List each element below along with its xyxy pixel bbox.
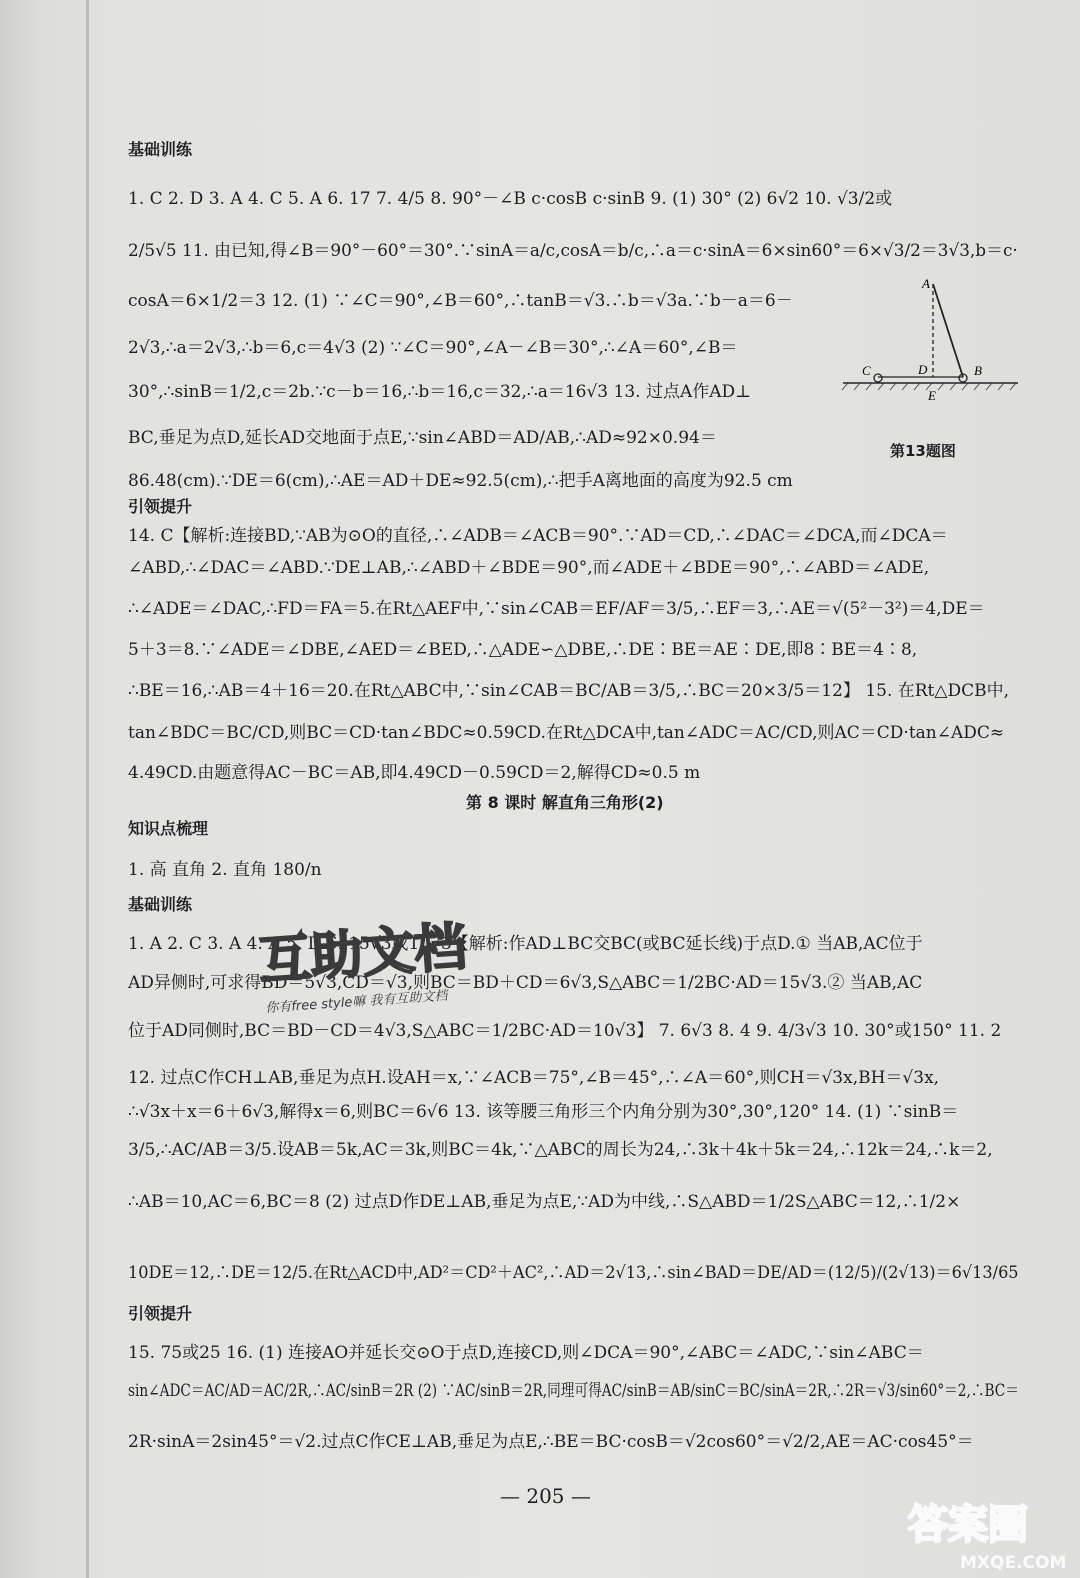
answer-line: 14. C【解析:连接BD,∵AB为⊙O的直径,∴∠ADB＝∠ACB＝90°.∵AD＝CD,∴∠DAC＝∠DCA,而∠DCA＝ <box>128 526 948 546</box>
watermark-stamp <box>255 910 470 1016</box>
answer-line: 2√3,∴a＝2√3,∴b＝6,c＝4√3 (2) ∵∠C＝90°,∠A－∠B＝30°,∴∠A＝60°,∠B＝ <box>128 338 738 358</box>
section-title-lead-up-2: 引领提升 <box>128 1304 193 1323</box>
figure-label-c: C <box>862 363 871 378</box>
figure-label-e: E <box>928 388 936 403</box>
answer-line: 15. 75或25 16. (1) 连接AO并延长交⊙O于点D,连接CD,则∠DCA＝90°,∠ABC＝∠ADC,∵sin∠ABC＝ <box>128 1343 924 1363</box>
answer-line: tan∠BDC＝BC/CD,则BC＝CD·tan∠BDC≈0.59CD.在Rt△DCA中,tan∠ADC＝AC/CD,则AC＝CD·tan∠ADC≈ <box>128 723 1005 743</box>
answer-line: 1. A 2. C 3. A 4. A 5. D 6. 15√3或10√3【解析:作AD⊥BC交BC(或BC延长线)于点D.① 当AB,AC位于 <box>128 934 923 954</box>
section-title-lead-up-1: 引领提升 <box>128 497 193 516</box>
section-title-knowledge: 知识点梳理 <box>128 819 209 838</box>
answer-line: 5＋3＝8.∵∠ADE＝∠DBE,∠AED＝∠BED,∴△ADE∽△DBE,∴DE∶BE＝AE∶DE,即8∶BE＝4∶8, <box>128 640 918 660</box>
logo-main: 答案圈 <box>908 1502 1028 1548</box>
figure-line-ab <box>933 284 963 377</box>
answer-line: 2/5√5 11. 由已知,得∠B＝90°－60°＝30°.∵sinA＝a/c,cosA＝b/c,∴a＝c·sinA＝6×sin60°＝6×√3/2＝3√3,b＝c· <box>128 241 1018 261</box>
logo-sub: MXQE.COM <box>960 1553 1067 1573</box>
section-title-basic-training-1: 基础训练 <box>128 140 193 159</box>
lesson-title: 第 8 课时 解直角三角形(2) <box>466 793 664 812</box>
answer-line: 位于AD同侧时,BC＝BD－CD＝4√3,S△ABC＝1/2BC·AD＝10√3】 7. 6√3 8. 4 9. 4/3√3 10. 30°或150° 11. 2 <box>128 1021 1002 1041</box>
binding-edge <box>86 0 89 1578</box>
answer-line: cosA＝6×1/2＝3 12. (1) ∵∠C＝90°,∠B＝60°,∴tanB＝√3.∴b＝√3a.∵b－a＝6－ <box>128 291 793 311</box>
site-logo <box>900 1490 1075 1575</box>
answer-line: ∴∠ADE＝∠DAC,∴FD＝FA＝5.在Rt△AEF中,∵sin∠CAB＝EF/AF＝3/5,∴EF＝3,∴AE＝√(5²－3²)＝4,DE＝ <box>128 599 985 619</box>
answer-line: ∴AB＝10,AC＝6,BC＝8 (2) 过点D作DE⊥AB,垂足为点E,∵AD为中线,∴S△ABD＝1/2S△ABC＝12,∴1/2× <box>128 1192 961 1212</box>
answer-line: ∴√3x＋x＝6＋6√3,解得x＝6,则BC＝6√6 13. 该等腰三角形三个内角分别为30°,30°,120° 14. (1) ∵sinB＝ <box>128 1102 959 1122</box>
answer-line: 86.48(cm).∵DE＝6(cm),∴AE＝AD＋DE≈92.5(cm),∴把手A离地面的高度为92.5 cm <box>128 471 793 491</box>
figure-label-d: D <box>918 362 928 377</box>
answer-line: 1. 高 直角 2. 直角 180/n <box>128 860 322 880</box>
watermark-main: 互助文档 <box>256 917 469 992</box>
figure-13 <box>838 272 1028 432</box>
answer-line: 4.49CD.由题意得AC－BC＝AB,即4.49CD－0.59CD＝2,解得CD≈0.5 m <box>128 763 701 783</box>
answer-line: sin∠ADC＝AC/AD＝AC/2R,∴AC/sinB＝2R (2) ∵AC/sinB＝2R,同理可得AC/sinB＝AB/sinC＝BC/sinA＝2R,∴2R＝√3/sin60°＝2,∴BC＝ <box>128 1381 1019 1401</box>
answer-line: ∴BE＝16,∴AB＝4＋16＝20.在Rt△ABC中,∵sin∠CAB＝BC/AB＝3/5,∴BC＝20×3/5＝12】 15. 在Rt△DCB中, <box>128 681 1009 701</box>
page-number: — 205 — <box>500 1484 591 1508</box>
answer-line: 30°,∴sinB＝1/2,c＝2b.∵c－b＝16,∴b＝16,c＝32,∴a＝16√3 13. 过点A作AD⊥ <box>128 382 752 402</box>
answer-line: 3/5,∴AC/AB＝3/5.设AB＝5k,AC＝3k,则BC＝4k,∵△ABC的周长为24,∴3k＋4k＋5k＝24,∴12k＝24,∴k＝2, <box>128 1140 993 1160</box>
answer-line: BC,垂足为点D,延长AD交地面于点E,∵sin∠ABD＝AD/AB,∴AD≈92×0.94＝ <box>128 428 717 448</box>
figure-label-a: A <box>922 276 930 291</box>
figure-caption: 第13题图 <box>890 442 956 460</box>
answer-line: 2R·sinA＝2sin45°＝√2.过点C作CE⊥AB,垂足为点E,∴BE＝BC·cosB＝√2cos60°＝√2/2,AE＝AC·cos45°＝ <box>128 1432 974 1452</box>
watermark-sub: 你有free style嘛 我有互助文档 <box>264 988 448 1016</box>
answer-line: 1. C 2. D 3. A 4. C 5. A 6. 17 7. 4/5 8. 90°－∠B c·cosB c·sinB 9. (1) 30° (2) 6√2 10. √3/2或 <box>128 189 893 209</box>
answer-line: ∠ABD,∴∠DAC＝∠ABD.∵DE⊥AB,∴∠ABD＋∠BDE＝90°,而∠ADE＋∠BDE＝90°,∴∠ABD＝∠ADE, <box>128 558 930 578</box>
answer-line: 10DE＝12,∴DE＝12/5.在Rt△ACD中,AD²＝CD²＋AC²,∴AD＝2√13,∴sin∠BAD＝DE/AD＝(12/5)/(2√13)＝6√13/65 <box>128 1263 1019 1283</box>
figure-wheel-c <box>874 374 882 382</box>
answer-line: AD异侧时,可求得BD＝5√3,CD＝√3,则BC＝BD＋CD＝6√3,S△ABC＝1/2BC·AD＝15√3.② 当AB,AC <box>128 973 923 993</box>
answer-line: 12. 过点C作CH⊥AB,垂足为点H.设AH＝x,∵∠ACB＝75°,∠B＝45°,∴∠A＝60°,则CH＝√3x,BH＝√3x, <box>128 1068 940 1088</box>
figure-label-b: B <box>974 363 982 378</box>
section-title-basic-training-2: 基础训练 <box>128 895 193 914</box>
